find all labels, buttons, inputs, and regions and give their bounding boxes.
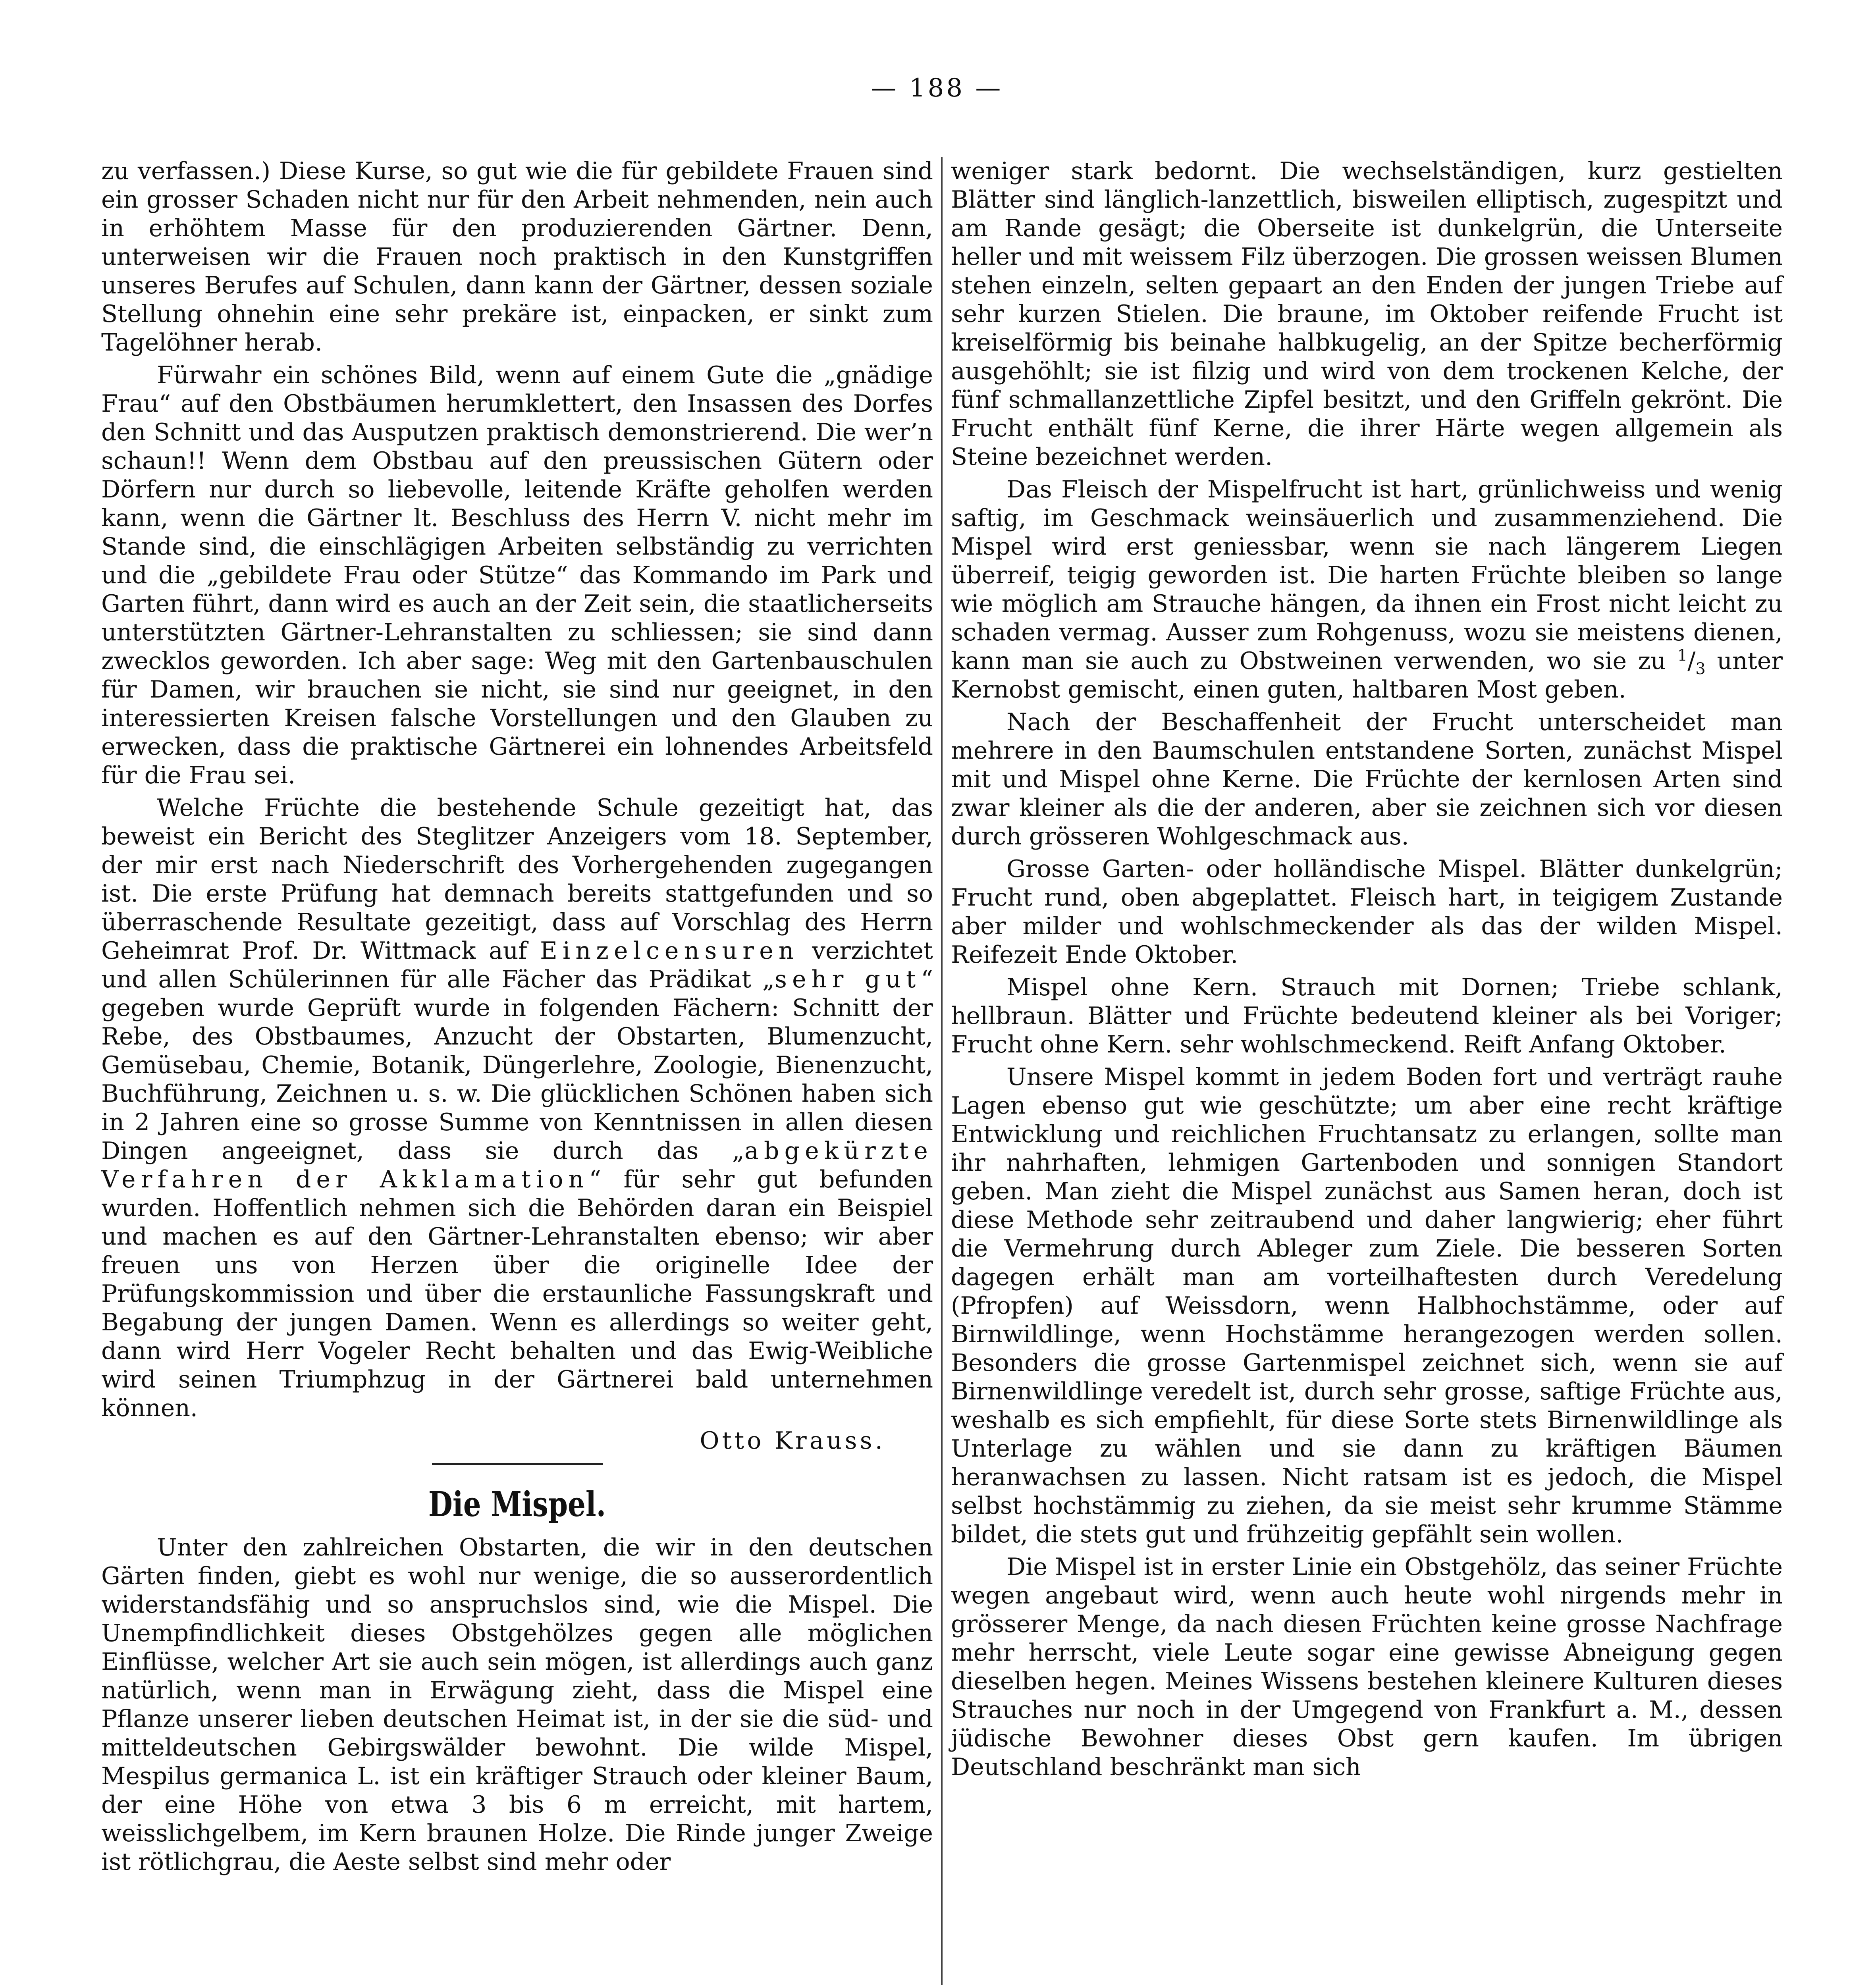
paragraph: Mispel ohne Kern. Strauch mit Dornen; Triebe schlank, hellbraun. Blätter und Früchte bedeutend kleiner als bei Voriger; Frucht ohne Kern. sehr wohlschmeckend. Reift Anfang Oktober.	[951, 973, 1783, 1058]
spaced-text-run: abgekürzte Verfahren der Akklamation	[101, 1137, 933, 1193]
paragraph: Nach der Beschaffenheit der Frucht unterscheidet man mehrere in den Baumschulen entstandene Sorten, zunächst Mispel mit und Mispel ohne Kerne. Die Früchte der kernlosen Arten sind zwar kleiner als die der anderen, aber sie zeichnen sich vor diesen durch grösseren Wohlgeschmack aus.	[951, 708, 1783, 850]
spaced-text-run: sehr gut	[775, 966, 921, 993]
paragraph: zu verfassen.) Diese Kurse, so gut wie die für gebildete Frauen sind ein grosser Schaden nicht nur für den Arbeit nehmenden, nein auch in erhöhtem Masse für den produzierenden Gärtner. Denn, unterweisen wir die Frauen noch praktisch in den Kunstgriffen unseres Berufes auf Schulen, dann kann der Gärtner, dessen soziale Stellung ohnehin eine sehr prekäre ist, einpacken, er sinkt zum Tagelöhner herab.	[101, 157, 933, 357]
paragraph: Fürwahr ein schönes Bild, wenn auf einem Gute die „gnädige Frau“ auf den Obstbäumen herumklettert, den Insassen des Dorfes den Schnitt und das Ausputzen praktisch demonstrierend. Die wer’n schaun!! Wenn dem Obstbau auf den preussischen Gütern oder Dörfern nur durch so liebevolle, leitende Kräfte geholfen werden kann, wenn die Gärtner lt. Beschluss des Herrn V. nicht mehr im Stande sind, die einschlägigen Arbeiten selbständig zu verrichten und die „gebildete Frau oder Stütze“ das Kommando im Park und Garten führt, dann wird es auch an der Zeit sein, die staatlicherseits unterstützten Gärtner-Lehranstalten zu schliessen; sie sind dann zwecklos geworden. Ich aber sage: Weg mit den Gartenbauschulen für Damen, wir brauchen sie nicht, sie sind nur geeignet, in den interessierten Kreisen falsche Vorstellungen und den Glauben zu erwecken, dass die praktische Gärtnerei ein lohnendes Arbeitsfeld für die Frau sei.	[101, 361, 933, 789]
text-run: “ gegeben wurde Geprüft wurde in folgenden Fächern: Schnitt der Rebe, des Obstbaumes, Anzucht der Obstarten, Blumenzucht, Gemüsebau, Chemie, Botanik, Düngerlehre, Zoologie, Bienenzucht, Buchführung, Zeichnen u. s. w. Die glücklichen Schönen haben sich in 2 Jahren eine so grosse Summe von Kenntnissen in allen diesen Dingen angeeignet, dass sie durch das „	[101, 966, 933, 1165]
text-run: Das Fleisch der Mispelfrucht ist hart, grünlichweiss und wenig saftig, im Geschmack weinsäuerlich und zusammenziehend. Die Mispel wird erst geniessbar, wenn sie nach längerem Liegen überreif, teigig geworden ist. Die harten Früchte bleiben so lange wie möglich am Strauche hängen, da ihnen ein Frost nicht leicht zu schaden vermag. Ausser zum Rohgenuss, wozu sie meistens dienen, kann man sie auch zu Obstweinen verwenden, wo sie zu	[951, 476, 1783, 675]
fraction-denominator: 3	[1695, 660, 1706, 678]
paragraph: Unter den zahlreichen Obstarten, die wir in den deutschen Gärten finden, giebt es wohl nur wenige, die so ausserordentlich widerstandsfähig und so anspruchslos sind, wie die Mispel. Die Unempfindlichkeit dieses Obstgehölzes gegen alle möglichen Einflüsse, welcher Art sie auch sein mögen, ist allerdings auch ganz natürlich, wenn man in Erwägung zieht, dass die Mispel eine Pflanze unserer lieben deutschen Heimat ist, in der sie die süd- und mitteldeutschen Gebirgswälder bewohnt. Die wilde Mispel, Mespilus germanica L. ist ein kräftiger Strauch oder kleiner Baum, der eine Höhe von etwa 3 bis 6 m erreicht, mit hartem, weisslichgelbem, im Kern braunen Holze. Die Rinde junger Zweige ist rötlichgrau, die Aeste selbst sind mehr oder	[101, 1534, 933, 1876]
paragraph: Unsere Mispel kommt in jedem Boden fort und verträgt rauhe Lagen ebenso gut wie geschützte; um aber eine recht kräftige Entwicklung und reichlichen Fruchtansatz zu erlangen, sollte man ihr nahrhaften, lehmigen Gartenboden und sonnigen Standort geben. Man zieht die Mispel zunächst aus Samen heran, doch ist diese Methode sehr zeitraubend und daher langwierig; eher führt die Vermehrung durch Ableger zum Ziele. Die besseren Sorten dagegen erhält man am vorteilhaftesten durch Veredelung (Pfropfen) auf Weissdorn, wenn Halbhochstämme, oder auf Birnwildlinge, wenn Hochstämme herangezogen werden sollen. Besonders die grosse Gartenmispel zeichnet sich, wenn sie auf Birnenwildlinge veredelt ist, durch sehr grosse, saftige Früchte aus, weshalb es sich empfiehlt, für diese Sorte stets Birnenwildlinge als Unterlage zu wählen und sie dann zu kräftigen Bäumen heranwachsen zu lassen. Nicht ratsam ist es jedoch, die Mispel selbst hochstämmig zu ziehen, da sie meist sehr krumme Stämme bildet, die stets gut und frühzeitig gepfählt sein wollen.	[951, 1063, 1783, 1548]
column-divider	[941, 157, 943, 1985]
page-number: — 188 —	[871, 73, 1003, 103]
fraction-numerator: 1	[1677, 646, 1688, 665]
section-divider	[432, 1463, 603, 1465]
section-title: Die Mispel.	[428, 1484, 606, 1524]
author-signature: Otto Krauss.	[700, 1427, 885, 1455]
left-column	[101, 157, 933, 1880]
text-run: Welche Früchte die bestehende Schule gezeitigt hat, das beweist ein Bericht des Steglitzer Anzeigers vom 18. September, der mir erst nach Niederschrift des Vorhergehenden zugegangen ist. Die erste Prüfung hat demnach bereits stattgefunden und so überraschende Resultate gezeitigt, dass auf Vorschlag des Herrn Geheimrat Prof. Dr. Wittmack auf	[101, 794, 933, 965]
text-run: unter Kernobst gemischt, einen guten, haltbaren Most geben.	[951, 647, 1783, 703]
paragraph	[101, 794, 933, 1422]
paragraph: weniger stark bedornt. Die wechselständigen, kurz gestielten Blätter sind länglich-lanzettlich, bisweilen elliptisch, zugespitzt und am Rande gesägt; die Oberseite ist dunkelgrün, die Unterseite heller und mit weissem Filz überzogen. Die grossen weissen Blumen stehen einzeln, selten gepaart an den Enden der jungen Triebe auf sehr kurzen Stielen. Die braune, im Oktober reifende Frucht ist kreiselförmig bis beinahe halbkugelig, an der Spitze becherförmig ausgehöhlt; sie ist filzig und wird von dem trockenen Kelche, der fünf schmallanzettliche Zipfel besitzt, und den Griffeln gekrönt. Die Frucht enthält fünf Kerne, die ihrer Härte wegen allgemein als Steine bezeichnet werden.	[951, 157, 1783, 471]
text-run: verzichtet und allen Schülerinnen für alle Fächer das Prädikat „	[101, 937, 933, 993]
paragraph: Das Fleisch der Mispelfrucht ist hart, grünlichweiss und wenig saftig, im Geschmack weinsäuerlich und zusammenziehend. Die Mispel wird erst geniessbar, wenn sie nach längerem Liegen überreif, teigig geworden ist. Die harten Früchte bleiben so lange wie möglich am Strauche hängen, da ihnen ein Frost nicht leicht zu schaden vermag. Ausser zum Rohgenuss, wozu sie meistens dienen, kann man sie auch zu Obstweinen verwenden, wo sie zu $^1/_3$ unter Kernobst gemischt, einen guten, haltbaren Most geben.	[951, 476, 1783, 703]
paragraph: Die Mispel ist in erster Linie ein Obstgehölz, das seiner Früchte wegen angebaut wird, wenn auch heute wohl nirgends mehr in grösserer Menge, da nach diesen Früchten keine grosse Nachfrage mehr herrscht, viele Leute sogar eine gewisse Abneigung gegen dieselben hegen. Meines Wissens bestehen kleinere Kulturen dieses Strauches nur noch in der Umgegend von Frankfurt a. M., dessen jüdische Bewohner dieses Obst gern kaufen. Im übrigen Deutschland beschränkt man sich	[951, 1553, 1783, 1781]
paragraph: Grosse Garten- oder holländische Mispel. Blätter dunkelgrün; Frucht rund, oben abgeplattet. Fleisch hart, in teigigem Zustande aber milder und wohlschmeckender als das der wilden Mispel. Reifezeit Ende Oktober.	[951, 855, 1783, 969]
text-run: “ für sehr gut befunden wurden. Hoffentlich nehmen sich die Behörden daran ein Beispiel und machen es auf den Gärtner-Lehranstalten ebenso; wir aber freuen uns von Herzen über die originelle Idee der Prüfungskommission und über die erstaunliche Fassungskraft und Begabung der jungen Damen. Wenn es allerdings so weiter geht, dann wird Herr Vogeler Recht behalten und das Ewig-Weibliche wird seinen Triumphzug in der Gärtnerei bald unternehmen können.	[101, 1166, 933, 1422]
right-column	[951, 157, 1783, 1785]
spaced-text-run: Einzelcensuren	[540, 937, 799, 965]
